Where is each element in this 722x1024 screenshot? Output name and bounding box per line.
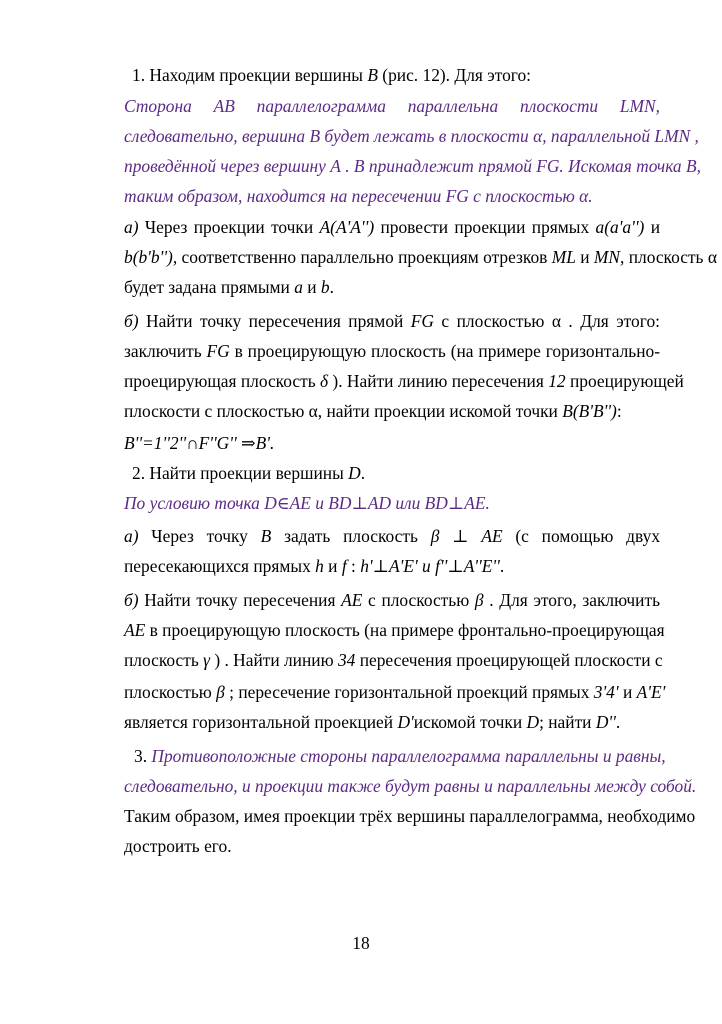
text-run: плоскостью bbox=[124, 682, 217, 702]
text-run: 34 bbox=[337, 650, 356, 670]
text-run: h'⊥A'E' и f''⊥A''E'' bbox=[360, 556, 500, 576]
text-line-14 bbox=[124, 492, 660, 514]
text-run: B(B'B'') bbox=[562, 401, 617, 421]
text-run: искомой точки bbox=[413, 712, 527, 732]
text-run: в проецирующую плоскость (на примере фронтально-проецирующая bbox=[145, 620, 665, 640]
text-run: является горизонтальной проекцией bbox=[124, 712, 398, 732]
text-run: D bbox=[526, 712, 540, 732]
text-run: ⊥ bbox=[439, 526, 482, 546]
text-run: проецирующей bbox=[565, 371, 684, 391]
text-line-20 bbox=[124, 681, 666, 703]
text-run: проведённой через вершину А . В принадлежит прямой FG. Искомая точка В, bbox=[124, 156, 701, 176]
text-run: следовательно, вершина В будет лежать в плоскости α, параллельной LMN , bbox=[124, 126, 699, 146]
text-line-13 bbox=[132, 462, 668, 484]
text-run: пересекающихся прямых bbox=[124, 556, 316, 576]
text-run: ML bbox=[551, 247, 576, 267]
text-run: B''=1''2''∩F''G'' ⇒B'. bbox=[124, 433, 275, 453]
text-line-3 bbox=[124, 125, 699, 147]
text-run: β bbox=[216, 682, 225, 702]
text-run: . bbox=[360, 463, 366, 483]
text-run: достроить его. bbox=[124, 836, 232, 856]
text-run: . Для этого, заключить bbox=[483, 590, 661, 610]
text-line-9 bbox=[124, 310, 660, 332]
text-line-16 bbox=[124, 555, 660, 577]
text-run: a bbox=[294, 277, 303, 297]
text-run: , плоскость α bbox=[620, 247, 717, 267]
text-run: Противоположные стороны параллелограмма параллельны и равны, bbox=[151, 746, 666, 766]
text-line-21 bbox=[124, 711, 660, 733]
text-run: B bbox=[367, 65, 378, 85]
text-run: проецирующая плоскость bbox=[124, 371, 320, 391]
text-run: : bbox=[346, 556, 361, 576]
text-run: провести проекции прямых bbox=[374, 217, 596, 237]
text-run: и bbox=[575, 247, 594, 267]
text-line-5 bbox=[124, 185, 660, 207]
text-run: и bbox=[618, 682, 637, 702]
text-run: A'E' bbox=[636, 682, 666, 702]
text-line-17 bbox=[124, 589, 660, 611]
text-run: . bbox=[329, 277, 334, 297]
text-run: δ bbox=[319, 371, 329, 391]
text-run: ; найти bbox=[539, 712, 596, 732]
text-line-15 bbox=[124, 525, 660, 547]
text-run: б) bbox=[124, 311, 139, 331]
text-line-11 bbox=[124, 370, 684, 392]
text-line-6 bbox=[124, 216, 660, 238]
text-run: 12 bbox=[548, 371, 566, 391]
text-run: MN bbox=[593, 247, 621, 267]
text-run: с плоскостью bbox=[362, 590, 475, 610]
text-run: A(A'A'') bbox=[319, 217, 375, 237]
text-run: a(a'a'') bbox=[595, 217, 645, 237]
text-run: 2. Найти проекции вершины bbox=[132, 463, 349, 483]
text-run: AE bbox=[481, 526, 503, 546]
text-run: γ bbox=[203, 650, 210, 670]
text-line-10 bbox=[124, 340, 660, 362]
text-run: b bbox=[320, 277, 330, 297]
text-run: Через точку bbox=[138, 526, 261, 546]
text-run: D'' bbox=[595, 712, 616, 732]
text-run: ; пересечение горизонтальной проекций прямых bbox=[224, 682, 594, 702]
text-run: B bbox=[260, 526, 272, 546]
text-run: . bbox=[615, 712, 621, 732]
text-run: ) . Найти линию bbox=[209, 650, 338, 670]
text-line-12 bbox=[124, 400, 660, 422]
text-run: 3'4' bbox=[593, 682, 619, 702]
text-run: пересечения проецирующей плоскости с bbox=[355, 650, 663, 670]
text-run: По условию точка D∈AE и BD⊥AD или BD⊥AE. bbox=[124, 493, 490, 513]
text-line-24 bbox=[124, 805, 696, 827]
text-run: 1. Находим проекции вершины bbox=[132, 65, 368, 85]
text-run: ). Найти линию пересечения bbox=[328, 371, 549, 391]
text-run: следовательно, и проекции также будут равны и параллельны между собой. bbox=[124, 776, 697, 796]
text-run: плоскости с плоскостью α, найти проекции искомой точки bbox=[124, 401, 563, 421]
text-run: (с помощью двух bbox=[502, 526, 661, 546]
text-run: а) bbox=[124, 217, 139, 237]
text-run: будет задана прямыми bbox=[124, 277, 295, 297]
text-run: Найти точку пересечения прямой bbox=[138, 311, 411, 331]
text-run: AE bbox=[124, 620, 146, 640]
text-line-2 bbox=[124, 95, 660, 117]
text-run: заключить bbox=[124, 341, 207, 361]
text-line-7 bbox=[124, 246, 717, 268]
text-run: б) bbox=[124, 590, 139, 610]
text-run: плоскость bbox=[124, 650, 204, 670]
text-run: и bbox=[323, 556, 342, 576]
text-line-19 bbox=[124, 649, 663, 671]
text-line-18 bbox=[124, 619, 665, 641]
text-line-4 bbox=[124, 155, 701, 177]
text-run: а) bbox=[124, 526, 139, 546]
text-run: : bbox=[616, 401, 622, 421]
text-run: с плоскостью α . Для этого: bbox=[433, 311, 660, 331]
text-line-8 bbox=[124, 276, 660, 298]
text-run: и bbox=[644, 217, 660, 237]
text-run: D' bbox=[397, 712, 414, 732]
text-line-23 bbox=[124, 775, 697, 797]
text-run: (рис. 12). Для этого: bbox=[377, 65, 532, 85]
text-run: Через проекции точки bbox=[138, 217, 320, 237]
text-run: Сторона АВ параллелограмма параллельна плоскости LMN, bbox=[124, 96, 660, 116]
text-run: соответственно параллельно проекциям отрезков bbox=[177, 247, 552, 267]
text-run: Найти точку пересечения bbox=[138, 590, 342, 610]
text-run: и bbox=[302, 277, 321, 297]
text-run: AE bbox=[341, 590, 363, 610]
text-run: таким образом, находится на пересечении FG с плоскостью α. bbox=[124, 186, 593, 206]
page-number: 18 bbox=[352, 933, 370, 953]
text-run: h bbox=[315, 556, 324, 576]
text-run: 3. bbox=[134, 746, 152, 766]
text-run: FG bbox=[206, 341, 230, 361]
text-line-22 bbox=[134, 745, 666, 767]
text-run: β bbox=[430, 526, 440, 546]
text-run: D bbox=[348, 463, 361, 483]
text-run: b(b'b''), bbox=[124, 247, 178, 267]
text-run: β bbox=[474, 590, 484, 610]
text-run: задать плоскость bbox=[271, 526, 431, 546]
text-run: . bbox=[499, 556, 505, 576]
text-run: в проецирующую плоскость (на примере горизонтально- bbox=[229, 341, 660, 361]
text-run: Таким образом, имея проекции трёх вершины параллелограмма, необходимо bbox=[124, 806, 696, 826]
formula-line bbox=[124, 432, 660, 454]
text-run: FG bbox=[410, 311, 434, 331]
text-line-1 bbox=[132, 64, 668, 86]
text-run: f bbox=[341, 556, 347, 576]
text-line-25 bbox=[124, 835, 660, 857]
